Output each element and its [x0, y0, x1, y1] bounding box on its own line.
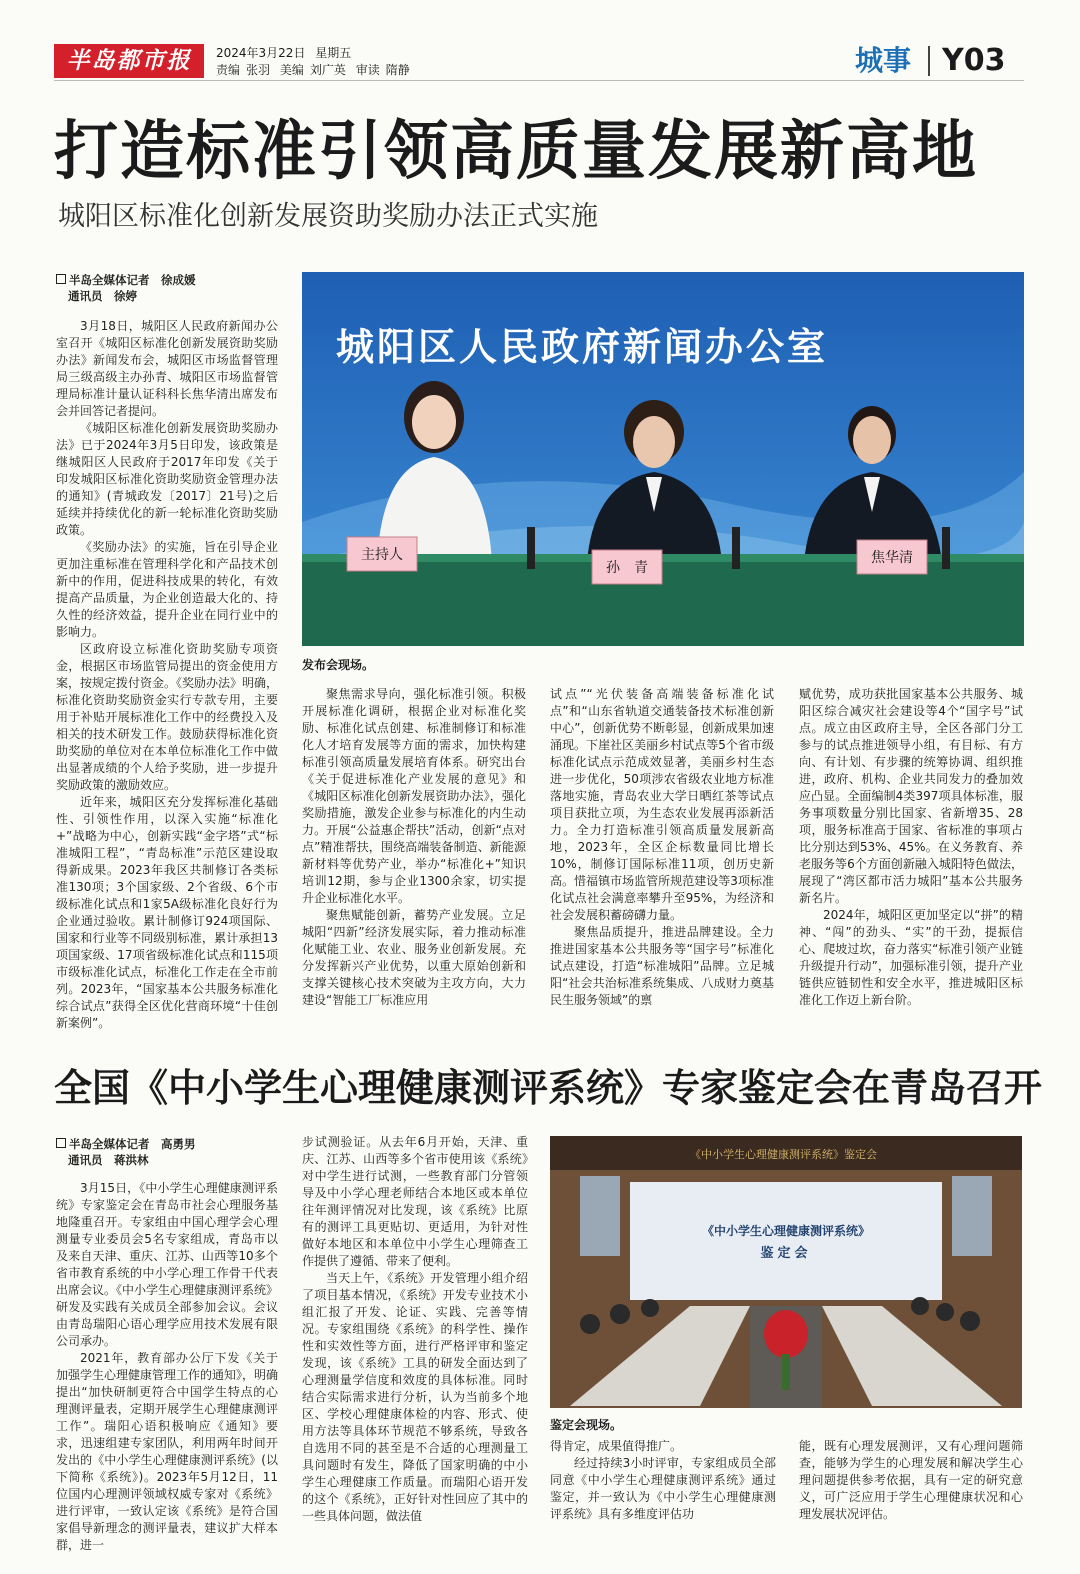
photo-caption: 发布会现场。 [302, 658, 375, 672]
staff-credits [216, 61, 416, 78]
paragraph: 经过持续3小时评审，专家组成员全部同意《中小学生心理健康测评系统》通过鉴定，并一致认为《中小学生心理健康测评系统》具有多维度评估功 [550, 1456, 776, 1521]
name-card-sun-qing: 孙 青 [606, 560, 648, 576]
byline-square-icon [56, 1138, 66, 1148]
section-name: 城事 [855, 44, 912, 77]
name-card-jiao-huaqing: 焦华清 [871, 550, 913, 566]
article2-column-1 [56, 1180, 278, 1554]
appraisal-meeting-illustration [550, 1136, 1022, 1408]
issue-weekday: 星期五 [315, 46, 352, 60]
byline-square-icon [56, 274, 66, 284]
article1-column-1 [56, 318, 278, 1032]
paragraph: 当天上午，《系统》开发管理小组介绍了项目基本情况，《系统》开发专业技术小组汇报了开发、论证、实践、完善等情况。专家组围绕《系统》的科学性、操作性和实效性等方面，进行严格评审和鉴定发现，该《系统》工具的研发全面达到了心理测量学信度和效度的具体标准。同时结合实际需求进行分析，认为当前多个地区、学校心理健康体检的内容、形式、使用方法等具体环节规范不够系统，导致各自选用不同的甚至是不合适的心理测量工具问题时有发生，降低了国家明确的中小学生心理健康工作质量。而瑞阳心语开发的这个《系统》，正好针对性回应了其中的一些具体问题，做法值 [302, 1271, 528, 1523]
page-number: Y03 [942, 43, 1006, 78]
paragraph: 《城阳区标准化创新发展资助奖励办法》已于2024年3月5日印发，该政策是继城阳区人民政府于2017年印发《关于印发城阳区标准化资助奖励资金管理办法的通知》(青城政发〔2017〕21号)之后延续并持续优化的新一轮标准化资助奖励政策。 [56, 421, 278, 537]
designer-label: 美编 [279, 63, 304, 77]
article2-column-2 [302, 1134, 528, 1525]
paragraph: 区政府设立标准化资助奖励专项资金，根据区市场监管局提出的资金使用方案，按规定拨付资金。《奖励办法》明确，标准化资助奖励资金实行专款专用，主要用于补贴开展标准化工作中的经费投入及相关的技术研发工作。鼓励获得标准化资助奖励的单位对在本单位标准化工作中做出显著成绩的个人给予奖励，进一步提升奖励政策的激励效应。 [56, 642, 279, 792]
paragraph: 2021年，教育部办公厅下发《关于加强学生心理健康管理工作的通知》，明确提出“加快研制更符合中国学生特点的心理测评量表，定期开展学生心理健康测评工作”。瑞阳心语积极响应《通知》要求，迅速组建专家团队，利用两年时间开发出的《中小学生心理健康测评系统》(以下简称《系统》)。2023年5月12日，11位国内心理测评领域权威专家对《系统》进行评审，一致认定该《系统》是符合国家倡导新理念的测评量表，建议扩大样本群，进一 [56, 1351, 279, 1552]
issue-date-line [216, 44, 357, 61]
article2-correspondent: 通讯员 蒋洪林 [68, 1153, 149, 1167]
meeting-banner: 《中小学生心理健康测评系统》鉴定会 [690, 1148, 877, 1161]
article1-column-4 [799, 686, 1023, 1009]
article2-column-3 [550, 1438, 776, 1523]
paragraph: 得肯定，成果值得推广。 [550, 1439, 683, 1453]
paragraph: 步试测验证。从去年6月开始，天津、重庆、江苏、山西等多个省市使用该《系统》对中学生进行试测，一些教育部门分管领导及中小学心理老师结合本地区或本单位往年测评情况对比发现，该《系统》比原有的测评工具更贴切、更适用，为针对性做好本地区和本单位中小学生心理筛查工作提供了遵循、带来了便利。 [302, 1135, 528, 1268]
article1-column-2 [302, 686, 526, 1009]
appraisal-meeting-photo [550, 1136, 1022, 1408]
screen-subtitle: 鉴定会 [760, 1246, 812, 1261]
paragraph: 聚焦赋能创新，蓄势产业发展。立足城阳“四新”经济发展实际，着力推动标准化赋能工业、农业、服务业创新发展。充分发挥新兴产业优势，以重大原始创新和支撑关键核心技术突破为主攻方向，大力建设“智能工厂标准应用 [302, 908, 526, 1007]
backdrop-title: 城阳区人民政府新闻办公室 [336, 325, 829, 369]
editor-name: 张羽 [246, 63, 271, 77]
article1-title: 打造标准引领高质量发展新高地 [54, 115, 978, 189]
designer-name: 刘广英 [309, 63, 346, 77]
editor-label: 责编 [216, 63, 241, 77]
screen-title: 《中小学生心理健康测评系统》 [701, 1224, 870, 1238]
paragraph: 《奖励办法》的实施，旨在引导企业更加注重标准在管理科学化和产品技术创新中的作用，促进科技成果的转化，有效提高产品质量，为企业创造最大化的、持久性的经济效益，提升企业在同行业中的影响力。 [56, 540, 278, 639]
photo-caption: 鉴定会现场。 [550, 1418, 623, 1432]
article1-subtitle: 城阳区标准化创新发展资助奖励办法正式实施 [58, 201, 598, 232]
paragraph: 2024年，城阳区更加坚定以“拼”的精神、“闯”的劲头、“实”的干劲，提振信心、爬坡过坎，奋力落实“标准引领产业链升级提升行动”，加强标准引领，提升产业链供应链韧性和安全水平，推进城阳区标准化工作迈上新台阶。 [799, 908, 1023, 1007]
article2-column-4 [799, 1438, 1023, 1523]
paragraph: 试点”“光伏装备高端装备标准化试点”和“山东省轨道交通装备技术标准创新中心”，创新优势不断彰显，创新成果加速涌现。下崖社区美丽乡村试点等5个省市级标准化试点示范成效显著，美丽乡村生态进一步优化，50项涉农省级农业地方标准落地实施，青岛农业大学日晒红茶等试点项目获批立项，为生态农业发展再添新活力。全力打造标准引领高质量发展新高地，2023年，全区企标数量同比增长10%，制修订国际标准11项，创历史新高。惜福镇市场监管所规范建设等3项标准化试点社会满意率攀升至95%，为经济和社会发展积蓄磅礴力量。 [550, 687, 774, 922]
issue-date: 2024年3月22日 [216, 46, 306, 60]
paragraph: 3月18日，城阳区人民政府新闻办公室召开《城阳区标准化创新发展资助奖励办法》新闻发布会，城阳区市场监督管理局三级高级主办孙青、城阳区市场监督管理局标准计量认证科科长焦华清出席发布会并回答记者提问。 [56, 319, 278, 418]
press-conference-photo [302, 272, 1024, 646]
article2-reporter: 半岛全媒体记者 高勇男 [69, 1137, 196, 1151]
article2-byline [56, 1136, 196, 1168]
article1-correspondent: 通讯员 徐婷 [68, 289, 137, 303]
article1-column-3 [550, 686, 774, 1009]
paragraph: 3月15日，《中小学生心理健康测评系统》专家鉴定会在青岛市社会心理服务基地隆重召开。专家组由中国心理学会心理测量专业委员会5名专家组成，青岛市以及来自天津、重庆、江苏、山西等10多个省市教育系统的中小学心理工作骨干代表出席会议。《中小学生心理健康测评系统》研发及实践有关成员全部参加会议。会议由青岛瑞阳心语心理学应用技术发展有限公司承办。 [56, 1181, 279, 1348]
newspaper-logo: 半岛都市报 [54, 44, 204, 78]
paragraph: 赋优势，成功获批国家基本公共服务、城阳区综合减灾社会建设等4个“国字号”试点。成立由区政府主导，全区各部门分工参与的试点推进领导小组，有目标、有方向、有计划、有步骤的统筹协调、组织推进，政府、机构、企业共同发力的叠加效应凸显。全面编制4类397项具体标准，服务事项数量分别比国家、省新增35、28项，服务标准高于国家、省标准的事项占比分别达到53%、45%。在义务教育、养老服务等6个方面创新融入城阳特色做法，展现了“湾区都市活力城阳”基本公共服务新名片。 [799, 687, 1023, 905]
paragraph: 聚焦需求导向，强化标准引领。积极开展标准化调研，根据企业对标准化奖励、标准化试点创建、标准制修订和标准化人才培育发展等方面的需求，加快构建标准引领高质量发展培育体系。研究出台《关于促进标准化产业发展的意见》和《城阳区标准化创新发展资助办法》，强化奖励措施，激发企业参与标准化的内生动力。开展“公益惠企帮扶”活动，创新“点对点”精准帮扶，围绕高端装备制造、新能源新材料等优势产业，举办“标准化+”知识培训12期，参与企业1300余家，切实提升企业标准化水平。 [302, 687, 526, 905]
header-divider [928, 46, 930, 76]
article2-title: 全国《中小学生心理健康测评系统》专家鉴定会在青岛召开 [54, 1066, 1043, 1110]
proof-name: 隋静 [385, 63, 410, 77]
article1-reporter: 半岛全媒体记者 徐成媛 [69, 273, 196, 287]
header-rule [54, 80, 1024, 81]
paragraph: 近年来，城阳区充分发挥标准化基础性、引领性作用，以深入实施“标准化+”战略为中心，创新实践“金字塔”式“标准城阳工程”，“青岛标准”示范区建设取得新成果。2023年我区共制修订各类标准130项；3个国家级、2个省级、6个市级标准化试点和1家5A级标准化良好行为企业通过验收。累计制修订924项国际、国家和行业等不同级别标准，累计承担13项国家级、17项省级标准化试点和115项市级标准化试点，标准化工作走在全市前列。2023年，“国家基本公共服务标准化综合试点”获得全区优化营商环境“十佳创新案例”。 [56, 795, 278, 1030]
proof-label: 审读 [355, 63, 380, 77]
paragraph: 能，既有心理发展测评，又有心理问题筛查，能够为学生的心理发展和解决学生心理问题提供参考依据，具有一定的研究意义，可广泛应用于学生心理健康状况和心理发展状况评估。 [799, 1439, 1023, 1521]
article1-byline [56, 272, 196, 304]
name-card-host: 主持人 [361, 547, 403, 563]
paragraph: 聚焦品质提升，推进品牌建设。全力推进国家基本公共服务等“国字号”标准化试点建设，打造“标准城阳”品牌。立足城阳“社会共治标准系统集成、八成财力奠基民生服务领域”的禀 [550, 925, 774, 1007]
